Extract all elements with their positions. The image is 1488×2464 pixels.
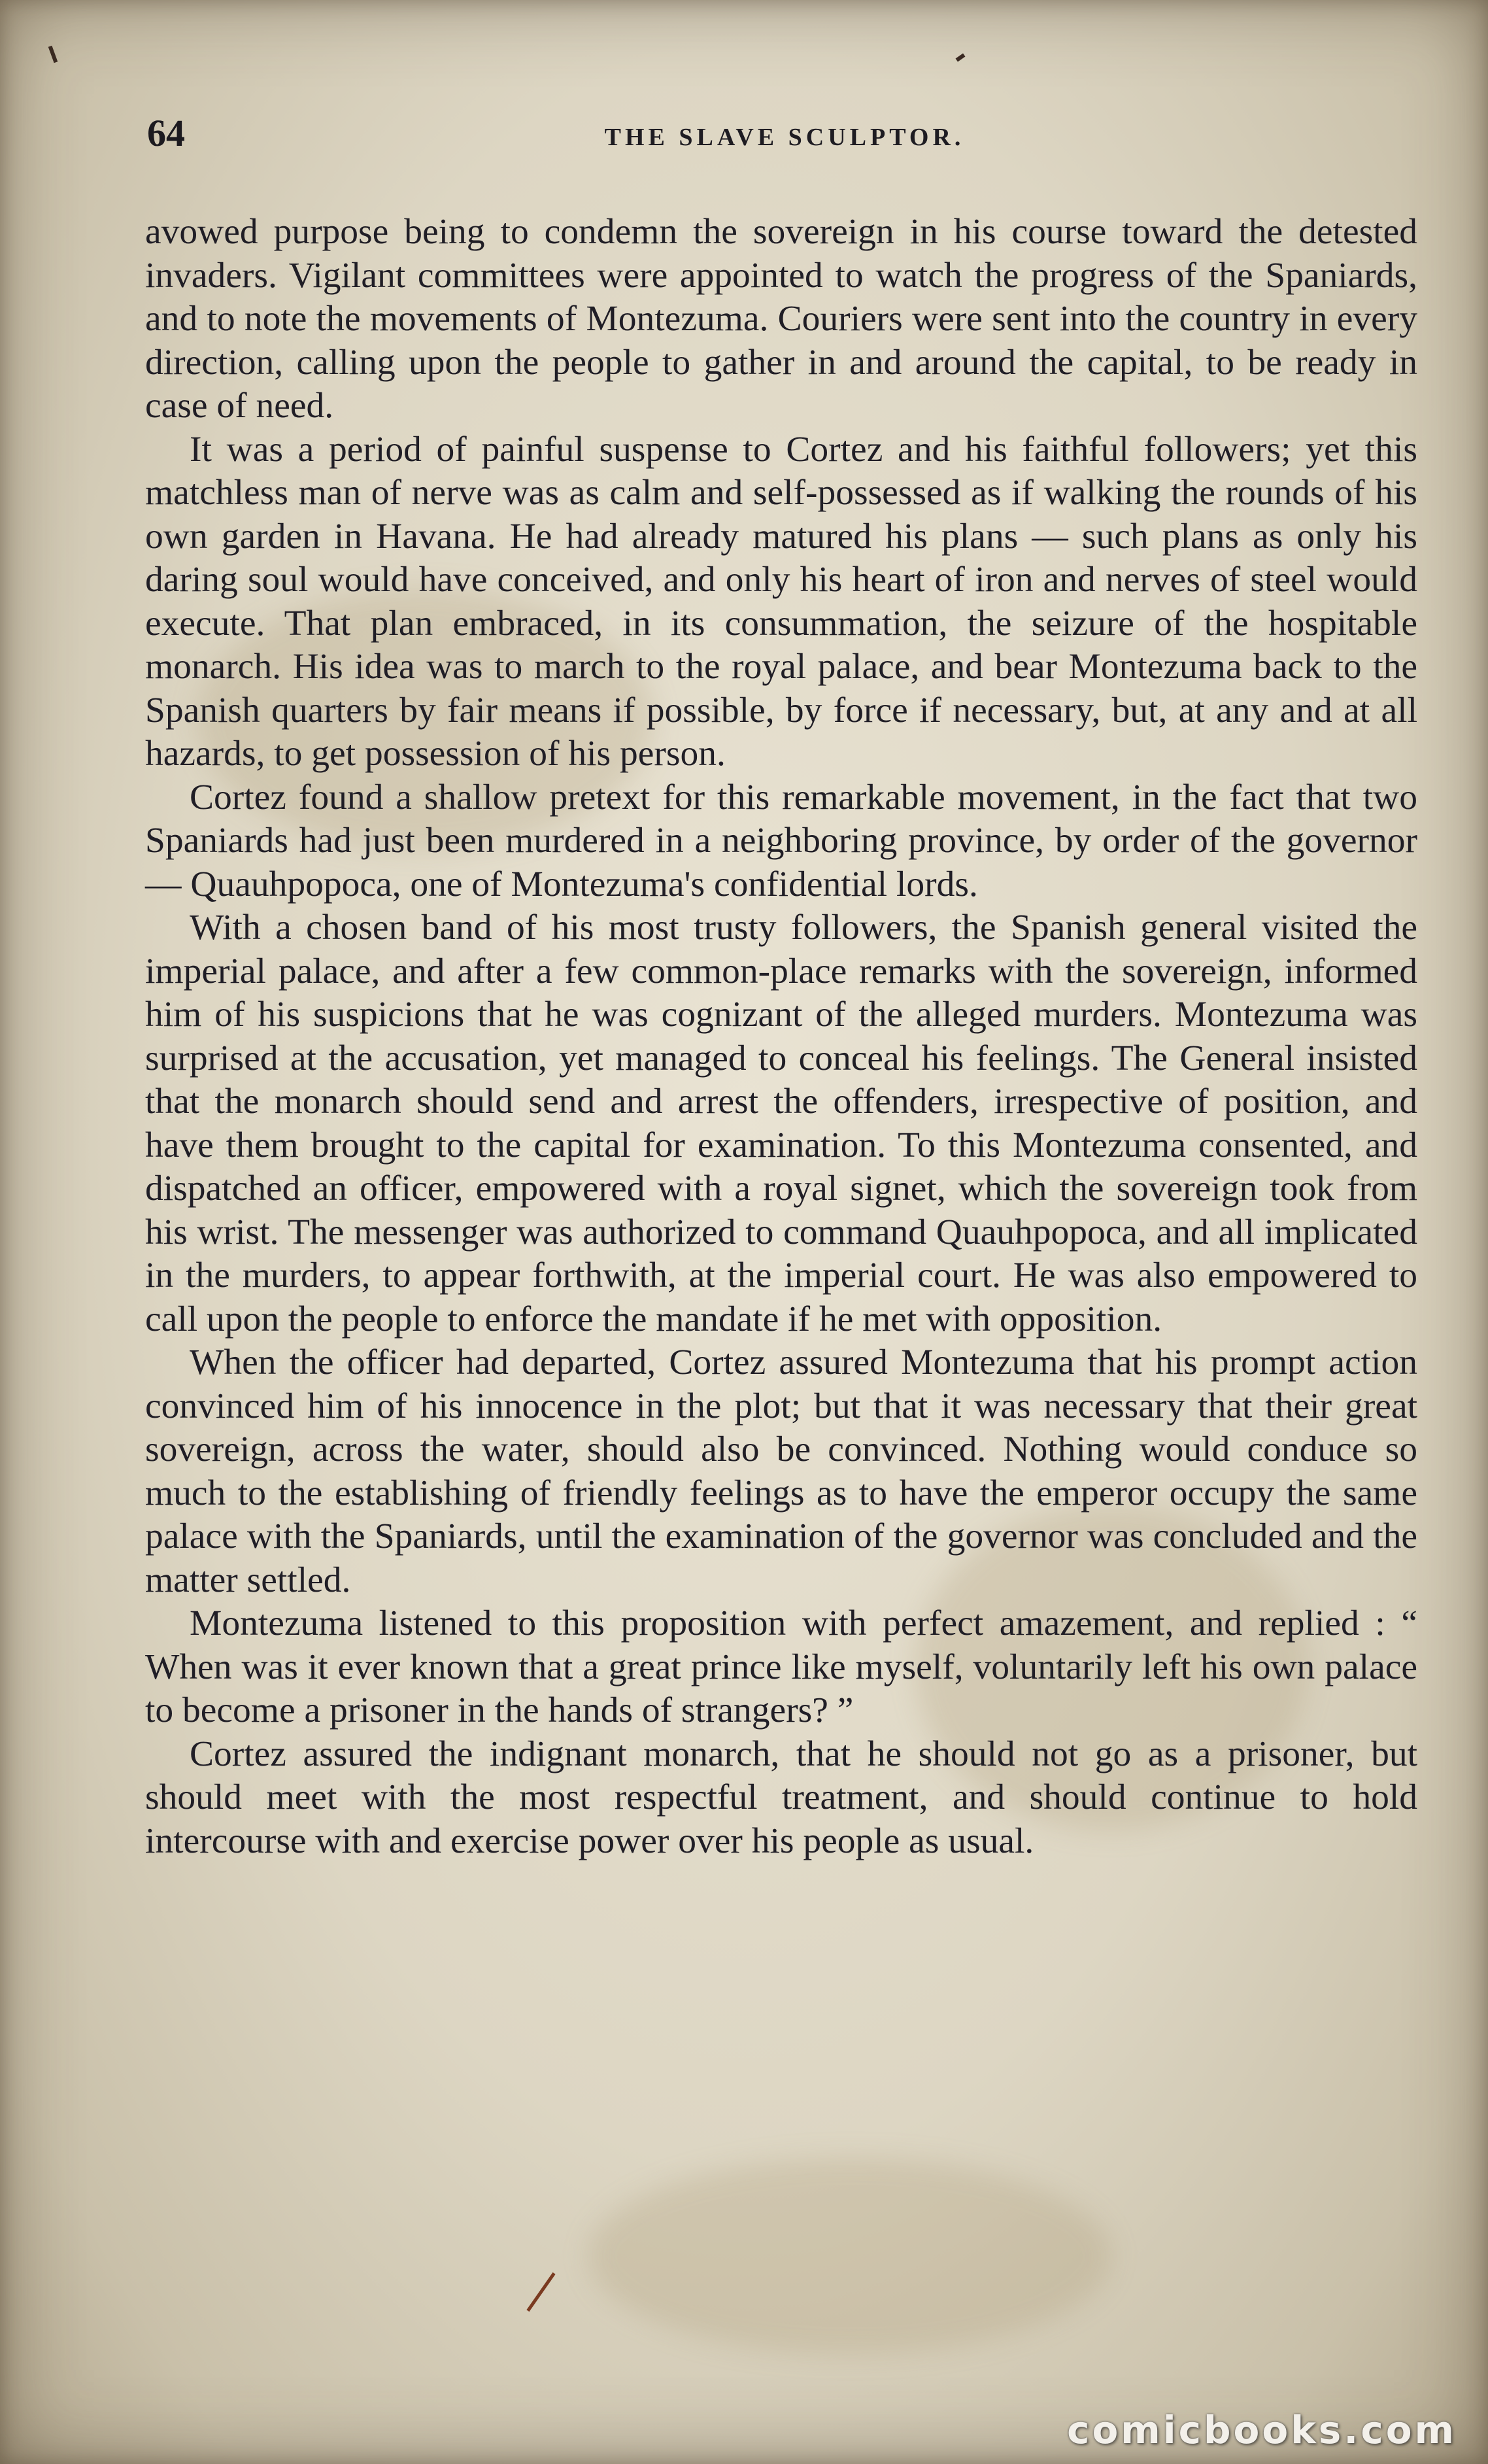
paper-stain bbox=[588, 2158, 1111, 2354]
paragraph: With a chosen band of his most trusty followers, the Spanish general visited the imperial palace, and after a few common-place remarks with the sovereign, informed him of his suspicions that he was cognizant of the alleged murders. Montezuma was surprised at the accusation, yet managed to conceal his feelings. The General insisted that the monarch should send and arrest the offenders, irrespective of position, and have them brought to the capital for examination. To this Montezuma consented, and dispatched an officer, empowered with a royal signet, which the sovereign took from his wrist. The messenger was authorized to command Quauhpopoca, and all implicated in the murders, to appear forthwith, at the imperial court. He was also empowered to call upon the people to enforce the mandate if he met with opposition. bbox=[145, 908, 1417, 1339]
paragraph: Cortez assured the indignant monarch, that he should not go as a prisoner, but should meet with the most respectful treatment, and should continue to hold intercourse with and exercise power over his people as usual. bbox=[145, 1734, 1417, 1861]
ink-speck bbox=[526, 2272, 555, 2312]
paragraph: When the officer had departed, Cortez assured Montezuma that his prompt action convinced him of his innocence in the plot; but that it was necessary that their great sovereign, across the water, should also be convinced. Nothing would conduce so much to the establishing of friendly feelings as to have the emperor occupy the same palace with the Spaniards, until the examination of the governor was concluded and the matter settled. bbox=[145, 1343, 1417, 1600]
watermark: comicbooks.com bbox=[1067, 2408, 1457, 2452]
paragraph: avowed purpose being to condemn the sovereign in his course toward the detested invaders. Vigilant committees were appointed to watch the progress of the Spaniards, and to note the movements of Montezuma. Couriers were sent into the country in every direction, calling upon the people to gather in and around the capital, to be ready in case of need. bbox=[145, 212, 1417, 426]
paragraph: Montezuma listened to this proposition with perfect amazement, and replied : “ When was it ever known that a great prince like myself, voluntarily left his own palace to become a prisoner in the hands of strangers? ” bbox=[145, 1603, 1417, 1730]
page-header bbox=[147, 111, 1422, 163]
running-head: THE SLAVE SCULPTOR. bbox=[604, 124, 965, 151]
ink-speck bbox=[48, 46, 58, 63]
ink-speck bbox=[956, 54, 966, 62]
page-number: 64 bbox=[147, 112, 185, 154]
paragraph: Cortez found a shallow pretext for this remarkable movement, in the fact that two Spaniards had just been murdered in a neighboring province, by order of the governor — Quauhpopoca, one of Montezuma's confidential lords. bbox=[145, 777, 1417, 904]
body-text bbox=[145, 211, 1417, 1863]
paragraph: It was a period of painful suspense to Cortez and his faithful followers; yet this matchless man of nerve was as calm and self-possessed as if walking the rounds of his own garden in Havana. He had already matured his plans — such plans as only his daring soul would have conceived, and only his heart of iron and nerves of steel would execute. That plan embraced, in its consummation, the seizure of the hospitable monarch. His idea was to march to the royal palace, and bear Montezuma back to the Spanish quarters by fair means if possible, by force if necessary, but, at any and at all hazards, to get possession of his person. bbox=[145, 429, 1417, 774]
